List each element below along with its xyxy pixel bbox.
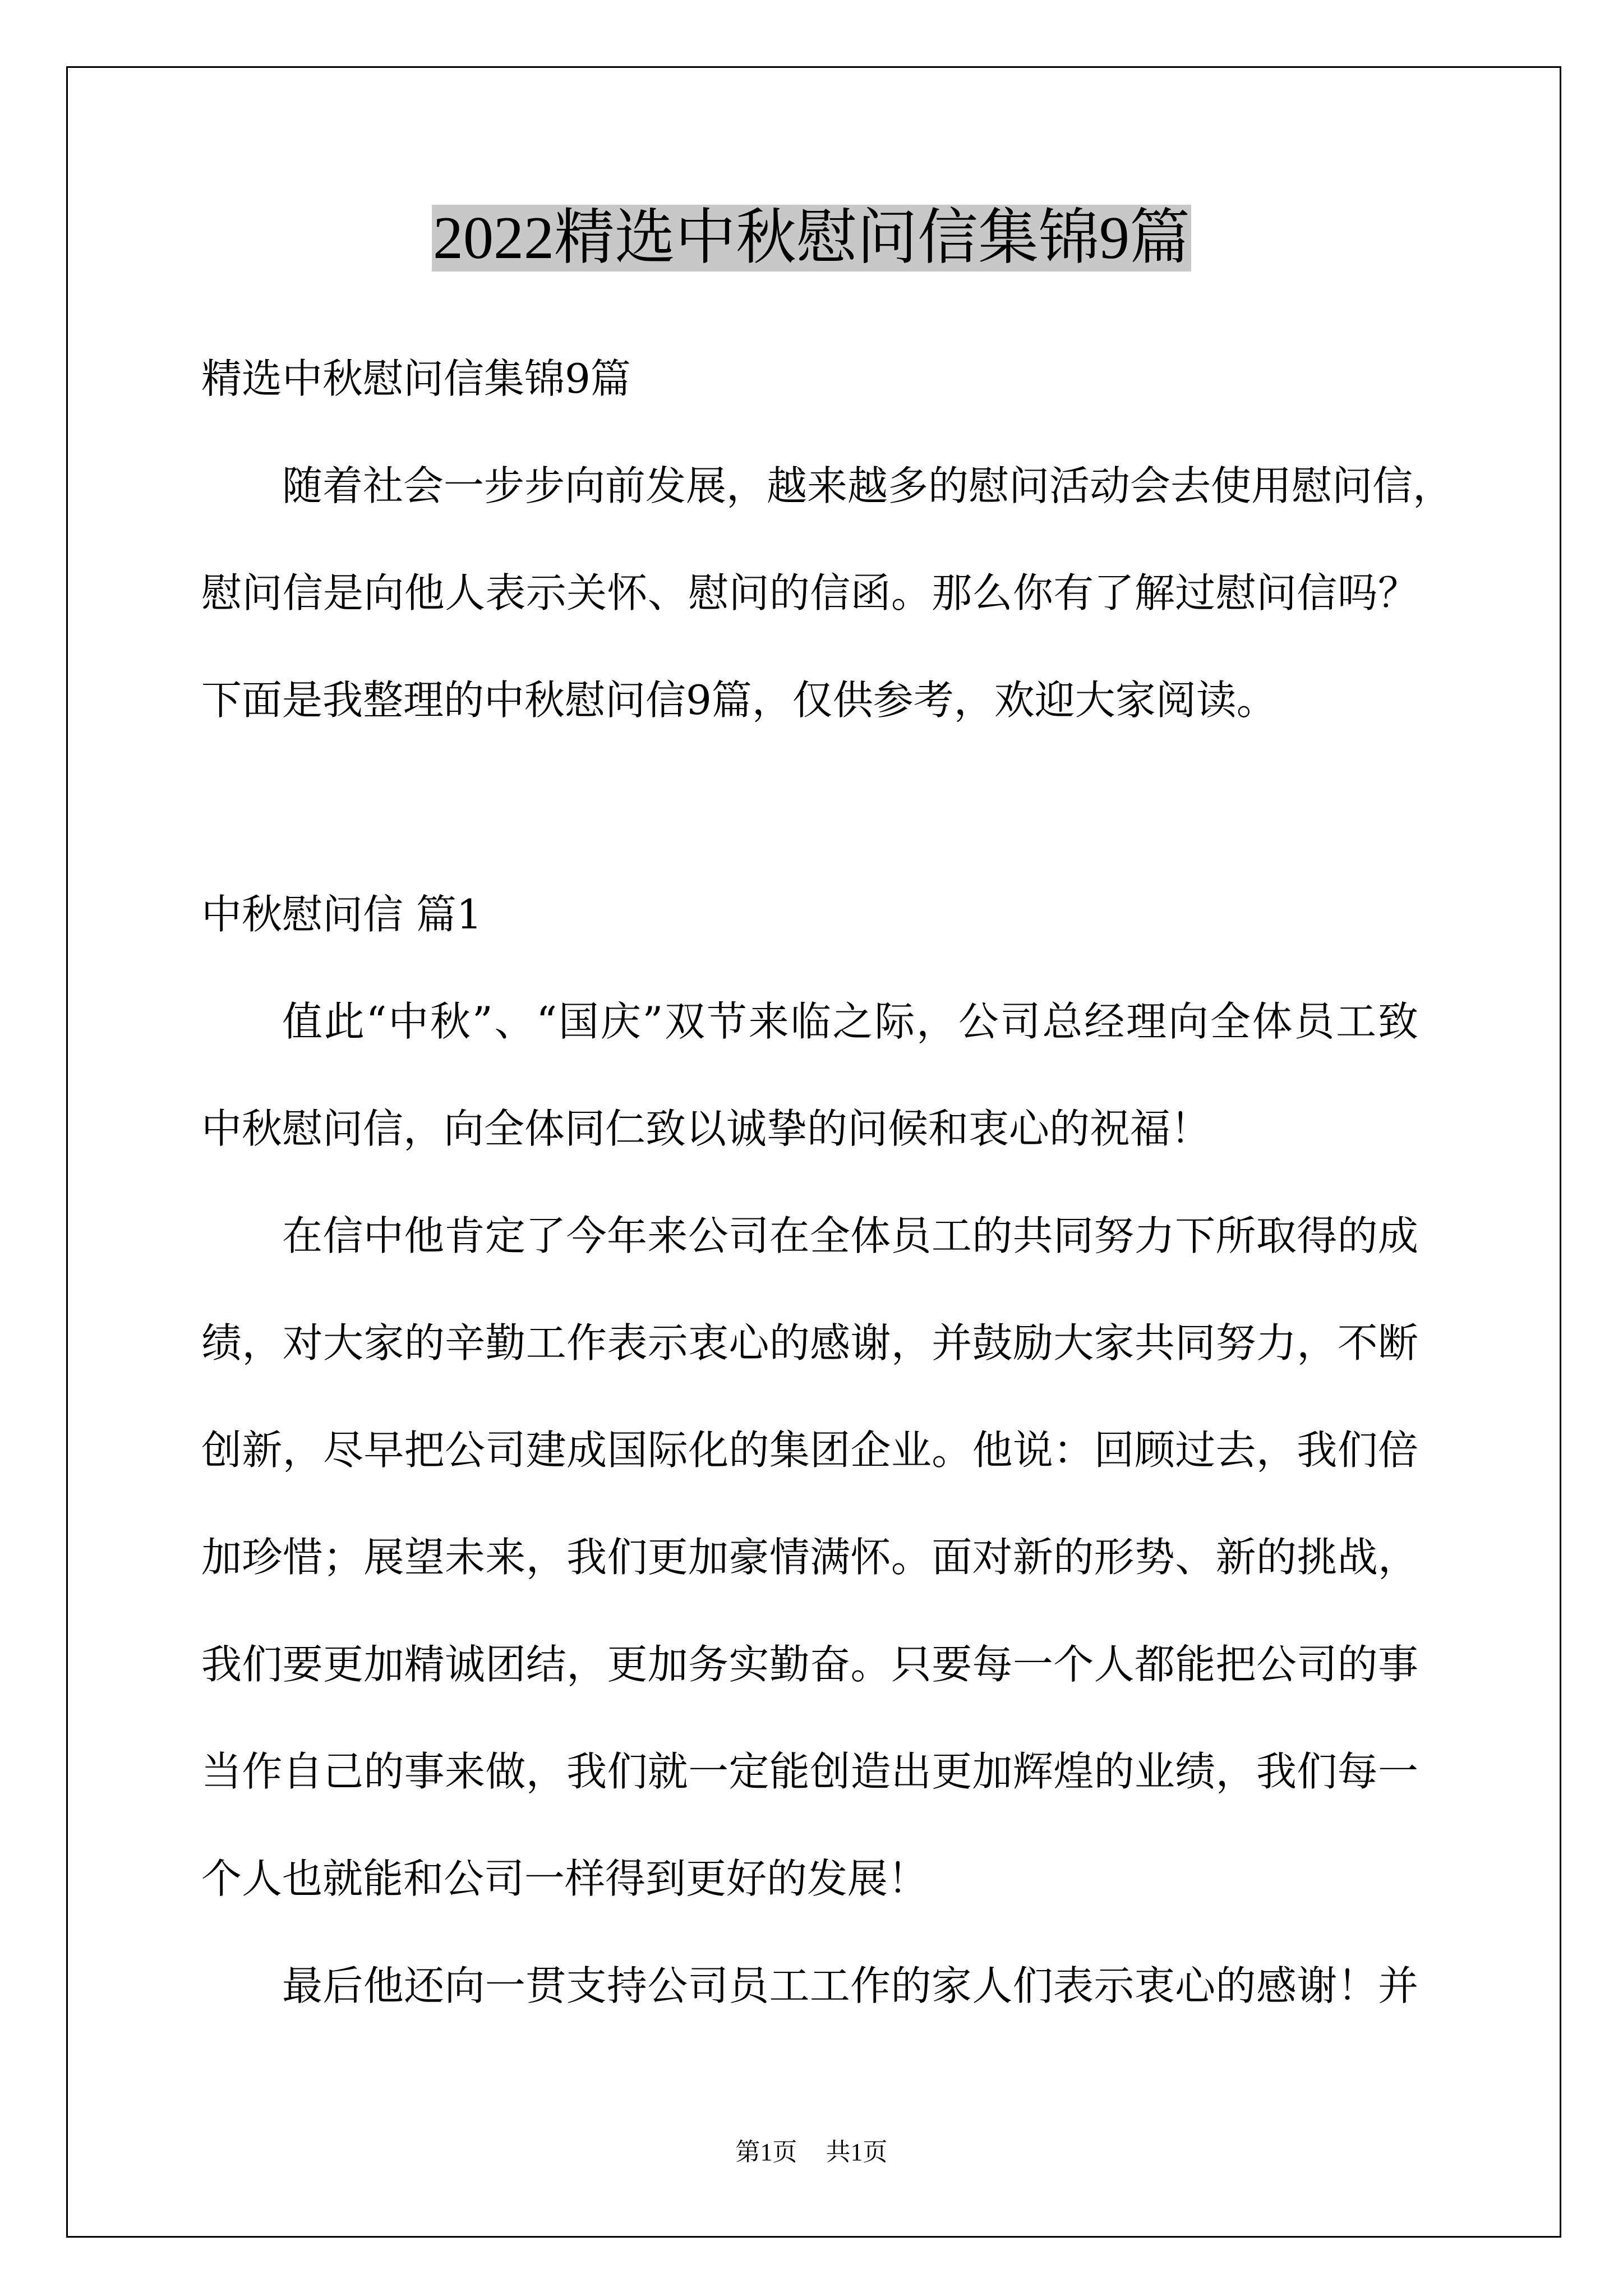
intro-line: 随着社会一步步向前发展，越来越多的慰问活动会去使用慰问信， — [282, 462, 1454, 509]
paragraph-line: 中秋慰问信，向全体同仁致以诚挚的问候和衷心的祝福！ — [201, 1105, 1211, 1152]
intro-paragraph — [201, 432, 1491, 754]
document-body — [201, 325, 1491, 2040]
paragraph-line: 绩，对大家的辛勤工作表示衷心的感谢，并鼓励大家共同努力，不断 — [201, 1319, 1418, 1366]
paragraph-line: 在信中他肯定了今年来公司在全体员工的共同努力下所取得的成 — [282, 1212, 1418, 1259]
document-title-row — [0, 201, 1623, 276]
body-paragraph — [201, 1182, 1491, 1932]
paragraph-line: 当作自己的事来做，我们就一定能创造出更加辉煌的业绩，我们每一 — [201, 1748, 1418, 1795]
intro-line: 慰问信是向他人表示关怀、慰问的信函。那么你有了解过慰问信吗？ — [201, 569, 1418, 616]
blank-line — [201, 754, 1491, 861]
body-paragraph — [201, 968, 1491, 1182]
paragraph-line: 值此“中秋”、“国庆”双节来临之际，公司总经理向全体员工致 — [282, 998, 1418, 1045]
body-paragraph — [201, 1932, 1491, 2040]
paragraph-line: 最后他还向一贯支持公司员工工作的家人们表示衷心的感谢！并 — [282, 1962, 1418, 2009]
document-subtitle: 精选中秋慰问信集锦9篇 — [201, 355, 631, 402]
document-title: 2022精选中秋慰问信集锦9篇 — [432, 205, 1190, 272]
section-heading: 中秋慰问信 篇1 — [201, 891, 482, 938]
paragraph-line: 创新，尽早把公司建成国际化的集团企业。他说：回顾过去，我们倍 — [201, 1427, 1418, 1474]
paragraph-line: 加珍惜；展望未来，我们更加豪情满怀。面对新的形势、新的挑战， — [201, 1534, 1418, 1581]
paragraph-line: 个人也就能和公司一样得到更好的发展！ — [201, 1855, 929, 1902]
intro-line: 下面是我整理的中秋慰问信9篇，仅供参考，欢迎大家阅读。 — [201, 677, 1277, 724]
page-footer: 第1页 共1页 — [735, 2138, 888, 2166]
paragraph-line: 我们要更加精诚团结，更加务实勤奋。只要每一个人都能把公司的事 — [201, 1641, 1418, 1688]
